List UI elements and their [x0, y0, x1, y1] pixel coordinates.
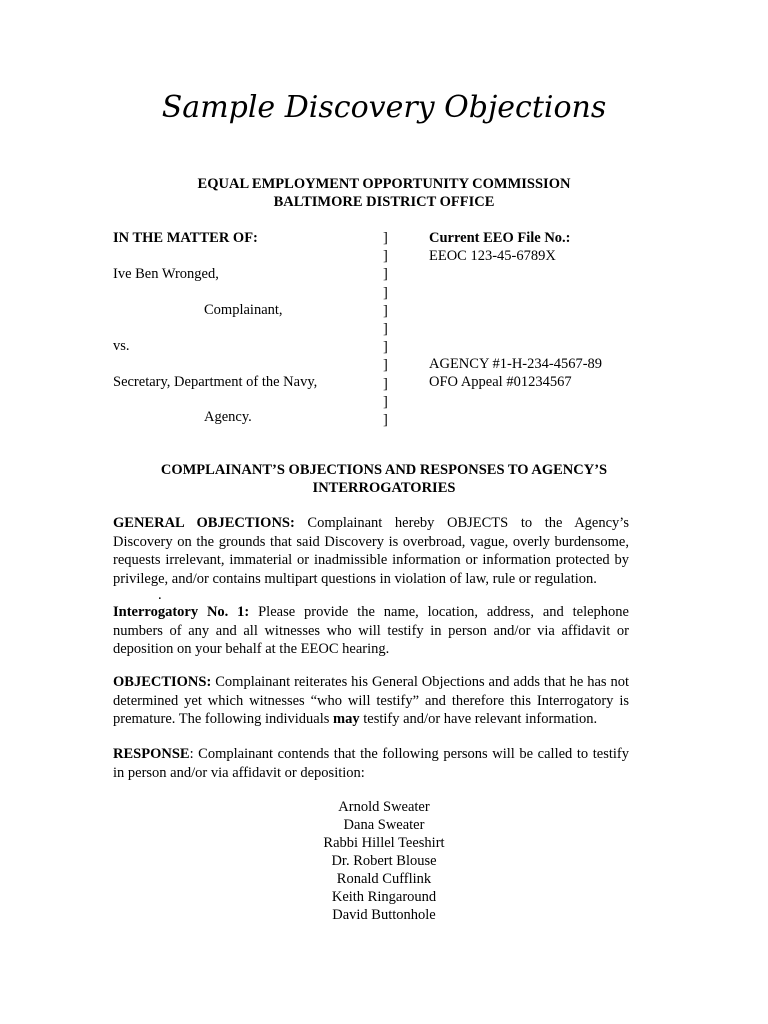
bracket: ]	[383, 248, 388, 265]
agency-role: Agency.	[204, 409, 252, 425]
witness-name: Dana Sweater	[343, 817, 425, 833]
bracket: ]	[383, 230, 388, 246]
matter-label: IN THE MATTER OF:	[113, 230, 258, 246]
agency-number: AGENCY #1-H-234-4567-89	[429, 356, 603, 372]
witness-name: David Buttonhole	[332, 907, 436, 923]
complainant-role: Complainant,	[204, 302, 283, 318]
versus-label: vs.	[113, 338, 130, 354]
bracket: ]	[383, 357, 388, 374]
section-title-line1: COMPLAINANT’S OBJECTIONS AND RESPONSES TO AGENCY’S	[160, 462, 608, 478]
complainant-name: Ive Ben Wronged,	[113, 266, 219, 282]
response-label: RESPONSE	[113, 746, 190, 762]
response-paragraph	[113, 745, 629, 782]
agency-name: Secretary, Department of the Navy,	[113, 374, 318, 390]
objections-text-after: testify and/or have relevant information.	[359, 711, 598, 728]
bracket: ]	[383, 266, 388, 283]
response-text: : Complainant contends that the following persons will be called to testify in person and/or via affidavit or deposition:	[113, 746, 629, 781]
bracket: ]	[383, 339, 388, 356]
bracket: ]	[383, 393, 388, 410]
objections-text-before: Complainant reiterates his General Objections and adds that he has not determined yet which witnesses “who will testify” and therefore this Interrogatory is premature. The following individuals	[113, 674, 629, 728]
commission-name: EQUAL EMPLOYMENT OPPORTUNITY COMMISSION	[197, 176, 571, 192]
witness-name: Arnold Sweater	[338, 799, 430, 815]
objections-emphasis: may	[333, 711, 360, 728]
interrogatory-1-text: Please provide the name, location, address, and telephone numbers of any and all witnesses who will testify in person and/or via affidavit or deposition on your behalf at the EEOC hearing.	[113, 604, 629, 658]
ofo-appeal-number: OFO Appeal #01234567	[429, 374, 572, 390]
document-title: Sample Discovery Objections	[161, 90, 607, 125]
file-number: EEOC 123-45-6789X	[429, 248, 556, 264]
general-objections-paragraph	[113, 514, 629, 588]
district-office: BALTIMORE DISTRICT OFFICE	[273, 194, 495, 210]
bracket: ]	[383, 302, 388, 319]
caption-brackets	[383, 229, 388, 429]
witness-list	[0, 798, 768, 924]
stray-mark: .	[158, 587, 162, 603]
section-title-line2: INTERROGATORIES	[312, 480, 456, 496]
file-number-label: Current EEO File No.:	[429, 230, 571, 246]
general-objections-label: GENERAL OBJECTIONS:	[113, 515, 295, 531]
objections-label: OBJECTIONS:	[113, 674, 212, 690]
interrogatory-1-label: Interrogatory No. 1:	[113, 604, 250, 620]
bracket: ]	[383, 320, 388, 337]
witness-name: Dr. Robert Blouse	[331, 853, 437, 869]
witness-name: Rabbi Hillel Teeshirt	[323, 835, 445, 851]
bracket: ]	[383, 375, 388, 392]
bracket: ]	[383, 284, 388, 301]
general-objections-text: Complainant hereby OBJECTS to the Agency’s Discovery on the grounds that said Discovery is overbroad, vague, overly burdensome, requests irrelevant, immaterial or inadmissible information or information protected by privilege, and/or contains multipart questions in violation of law, rule or regulation.	[113, 515, 629, 587]
witness-name: Ronald Cufflink	[336, 871, 432, 887]
objections-paragraph	[113, 673, 629, 729]
bracket: ]	[383, 411, 388, 428]
witness-name: Keith Ringaround	[331, 889, 437, 905]
interrogatory-1-paragraph	[113, 603, 629, 659]
